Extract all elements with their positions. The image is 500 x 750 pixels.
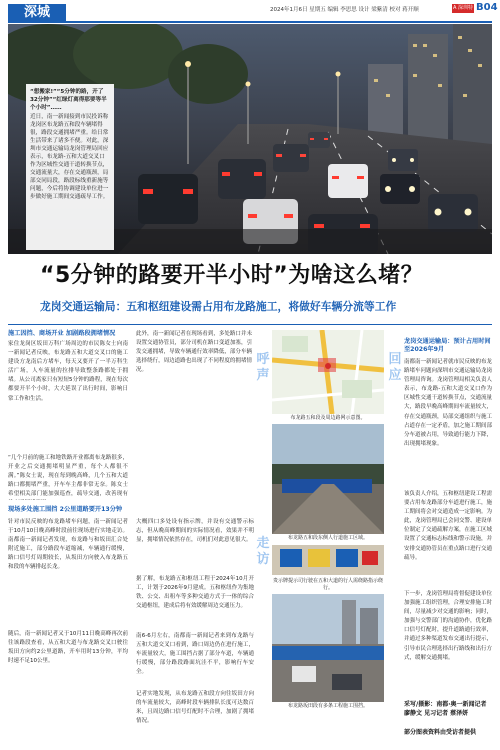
traffic-photo	[8, 24, 492, 254]
mid-paragraph-2: 大概四口多处设有指示牌，并设有交通警示标志，但从晚高峰期间的实际情况看，效果并不明显，拥堵情况依然存在，司机们对此意见很大。	[136, 519, 254, 544]
subheadline: 龙岗交通运输局：五和枢纽建设需占用布龙路施工，将做好车辆分流等工作	[40, 300, 397, 313]
site-art	[272, 594, 384, 702]
signs-art	[272, 545, 384, 575]
site-photo	[272, 594, 384, 702]
label-call	[256, 352, 270, 384]
section-tag: A 深圳特报	[452, 5, 473, 20]
left-paragraph-2: “几个月前的施工和地铁路开业都离布龙路很多，开业之后交通拥堵明显严重，每个人都很不满。”陈女士说，现在每到晚高峰，几个五和大道路口都拥堵严重，开车车主都非常无奈。陈女士希望相关部门能加强巡查，疏导交通，改善现有	[8, 455, 128, 498]
mid-paragraph-3: 据了解，布龙路五和枢纽工程于2024年10月开工，计划于2026年9月建成。五和枢纽作为集地铁、公交、出租车等多种交通方式于一体的综合交通枢纽，建成后将有效缓解周边交通压力。	[136, 576, 254, 610]
section-tab: 深城	[8, 4, 66, 21]
right-paragraph-3: 下一步，龙岗管理局将督促建设单位加强施工组织管理，合理安排施工时间，尽量减少对交通的影响；同时，加强与交警部门的沟通协作，优化路口信号灯配时，提升道路通行效率，并通过多种渠道发布交通出行提示，引导市民合理选择出行路线和出行方式，缓解交通拥堵。	[404, 591, 492, 661]
label-reply-char-1: 回	[388, 352, 402, 367]
mid-paragraph-4: 南6-6月左右，南都南一新闻记者来到布龙路与五和大道交叉口看到，路口周边仍在进行施工，车流量较大，施工围挡占据了部分车道，车辆通行缓慢，部分路段路面坑洼不平，影响行车安全。	[136, 633, 254, 676]
street-art	[272, 424, 384, 534]
label-visit-char-1: 走	[256, 536, 270, 551]
label-visit	[256, 536, 270, 568]
left-paragraph-4: 随后，南一新闻记者又于10月11日晚高峰再次前往该路段查看，从五和大道与布龙路交叉口驶往坂田方向约2公里道路，开车用时13分钟，平均时速不足10公里。	[8, 631, 128, 665]
signs-photo	[272, 545, 384, 575]
mid-paragraph-1: 此外，南一新闻记者在现场看到，多处路口并未设置交通协管员，部分司机在路口变道加塞，引发交通拥堵，导致车辆通行效率降低，部分车辆选择绕行，周边道路也出现了不同程度的拥堵情况。	[136, 331, 252, 374]
label-call-char-1: 呼	[256, 352, 270, 367]
street-photo	[272, 424, 384, 534]
signs-caption: 贵示牌提示司行驶在五和大道的行人需绕路指示绕行。	[272, 578, 383, 591]
label-visit-char-2: 访	[256, 552, 270, 567]
dateline: 2024年1月6日 星期五 编辑 李思思 设计 梁紫清 校对 蒋开顺	[270, 7, 419, 13]
left-paragraph-1: 家住龙岗区坂田万科广场周边的市民陈女士向南一新闻记者反映，布龙路五和大道交叉口的施工建设方龙南后方堵车，每天又要开了一半万科生活广场，人车流量的拉排导致整条路都处于拥堵。从公司离家只有短短5分钟的路程，现在每次都要开半个小时，大大延误了出行时间，影响日常工作和生活。	[8, 341, 128, 402]
page-number: B04	[476, 2, 498, 13]
left-section-title-1: 施工因挡、商场开业 加剧路段拥堵情况	[8, 330, 116, 337]
right-paragraph-1: 南都南一新闻记者就市民反映的布龙路堵车问题向深圳市交通运输局龙岗管理局咨询。龙岗管理局相关负责人表示，布龙路-五和大道交叉口作为区城性交通干道转换节点，交通流量大，路段早晚高峰期间车流量较大，存在交通瓶颈，局部交通组织与施工占道存在一定矛盾，加之施工期间部分车道被占用，导致通行能力下降，出现拥堵现象。	[404, 359, 492, 447]
site-caption: 布龙路坂田段有多条工程施工围挡。	[287, 703, 368, 709]
map-art	[272, 330, 384, 414]
header-rule	[8, 21, 492, 23]
sidebox-quote: “想搬家!”“5分钟的路，开了32分钟”“红绿灯离得那要等半个小时”……	[30, 89, 107, 111]
headline-rule	[8, 324, 492, 325]
sidebox-body: 近日，南一新闻接到市民投诉称龙岗区布龙路五和段车辆堵得很，路段交通拥堵严重。给日常生活带来了诸多不便。对此，深圳市交通运输局龙岗管理局回应表示，布龙路-五和大道交叉口作为区城性交通干道转换节点，交通流量大，存在交通瓶颈，局部交同局段，路段标线重新施等问题，今后将协调建设单位进一步做好施工期间交通疏导工作。	[30, 114, 109, 200]
byline-sources: 部分图表资料由受访者提供	[404, 729, 477, 736]
left-paragraph-3: 针对市民反映的布龙路堵车问题，南一新闻记者于10月10日晚高峰时段前往现场进行实地走访。南都南一新闻记者发现，布龙路与和坂田汇合处附近施工，部分路段车道缩减，车辆通行缓慢，路口信号灯周期较长，从坂田方向驶入布龙路五和段的车辆排起长龙。	[8, 519, 128, 571]
map-caption: 布龙路五和段及周边路网示意图。	[290, 415, 366, 421]
right-paragraph-2: 该负责人介绍，五和枢纽建设工程需要占用布龙路部分车道进行施工，施工期间将会对交通造成一定影响。为此，龙岗管理局已会同交警、建设单位制定了交通疏解方案，在施工区域设置了交通标志标线和警示设施，并安排交通协管员在重点路口进行交通疏导。	[404, 491, 492, 561]
mid-paragraph-5: 记者实地发现，从布龙路五和段方向往坂田方向的车流量较大，高峰时段车辆排队长度可达数百米，且周边路口信号灯配时不合理，加剧了拥堵情况。	[136, 691, 254, 725]
map-photo	[272, 330, 384, 414]
label-reply-char-2: 应	[388, 368, 402, 383]
headline: “5分钟的路要开半小时”为啥这么堵？	[40, 263, 424, 288]
photo-sidebox	[26, 84, 114, 250]
left-section-title-2: 现场多处施工围挡 2公里道路要开13分钟	[8, 506, 123, 513]
byline-reporters: 采写/摄影：南都·奥一新闻记者 廖静文 见习记者 蔡泽妍	[404, 701, 487, 717]
label-reply	[388, 352, 402, 384]
right-section-title: 龙岗交通运输局：预计占用时间至2026年9月	[404, 338, 491, 353]
page-header	[0, 0, 500, 22]
label-call-char-2: 声	[256, 368, 270, 383]
street-caption: 布龙路五和段东侧人行道施工区域。	[287, 535, 368, 541]
